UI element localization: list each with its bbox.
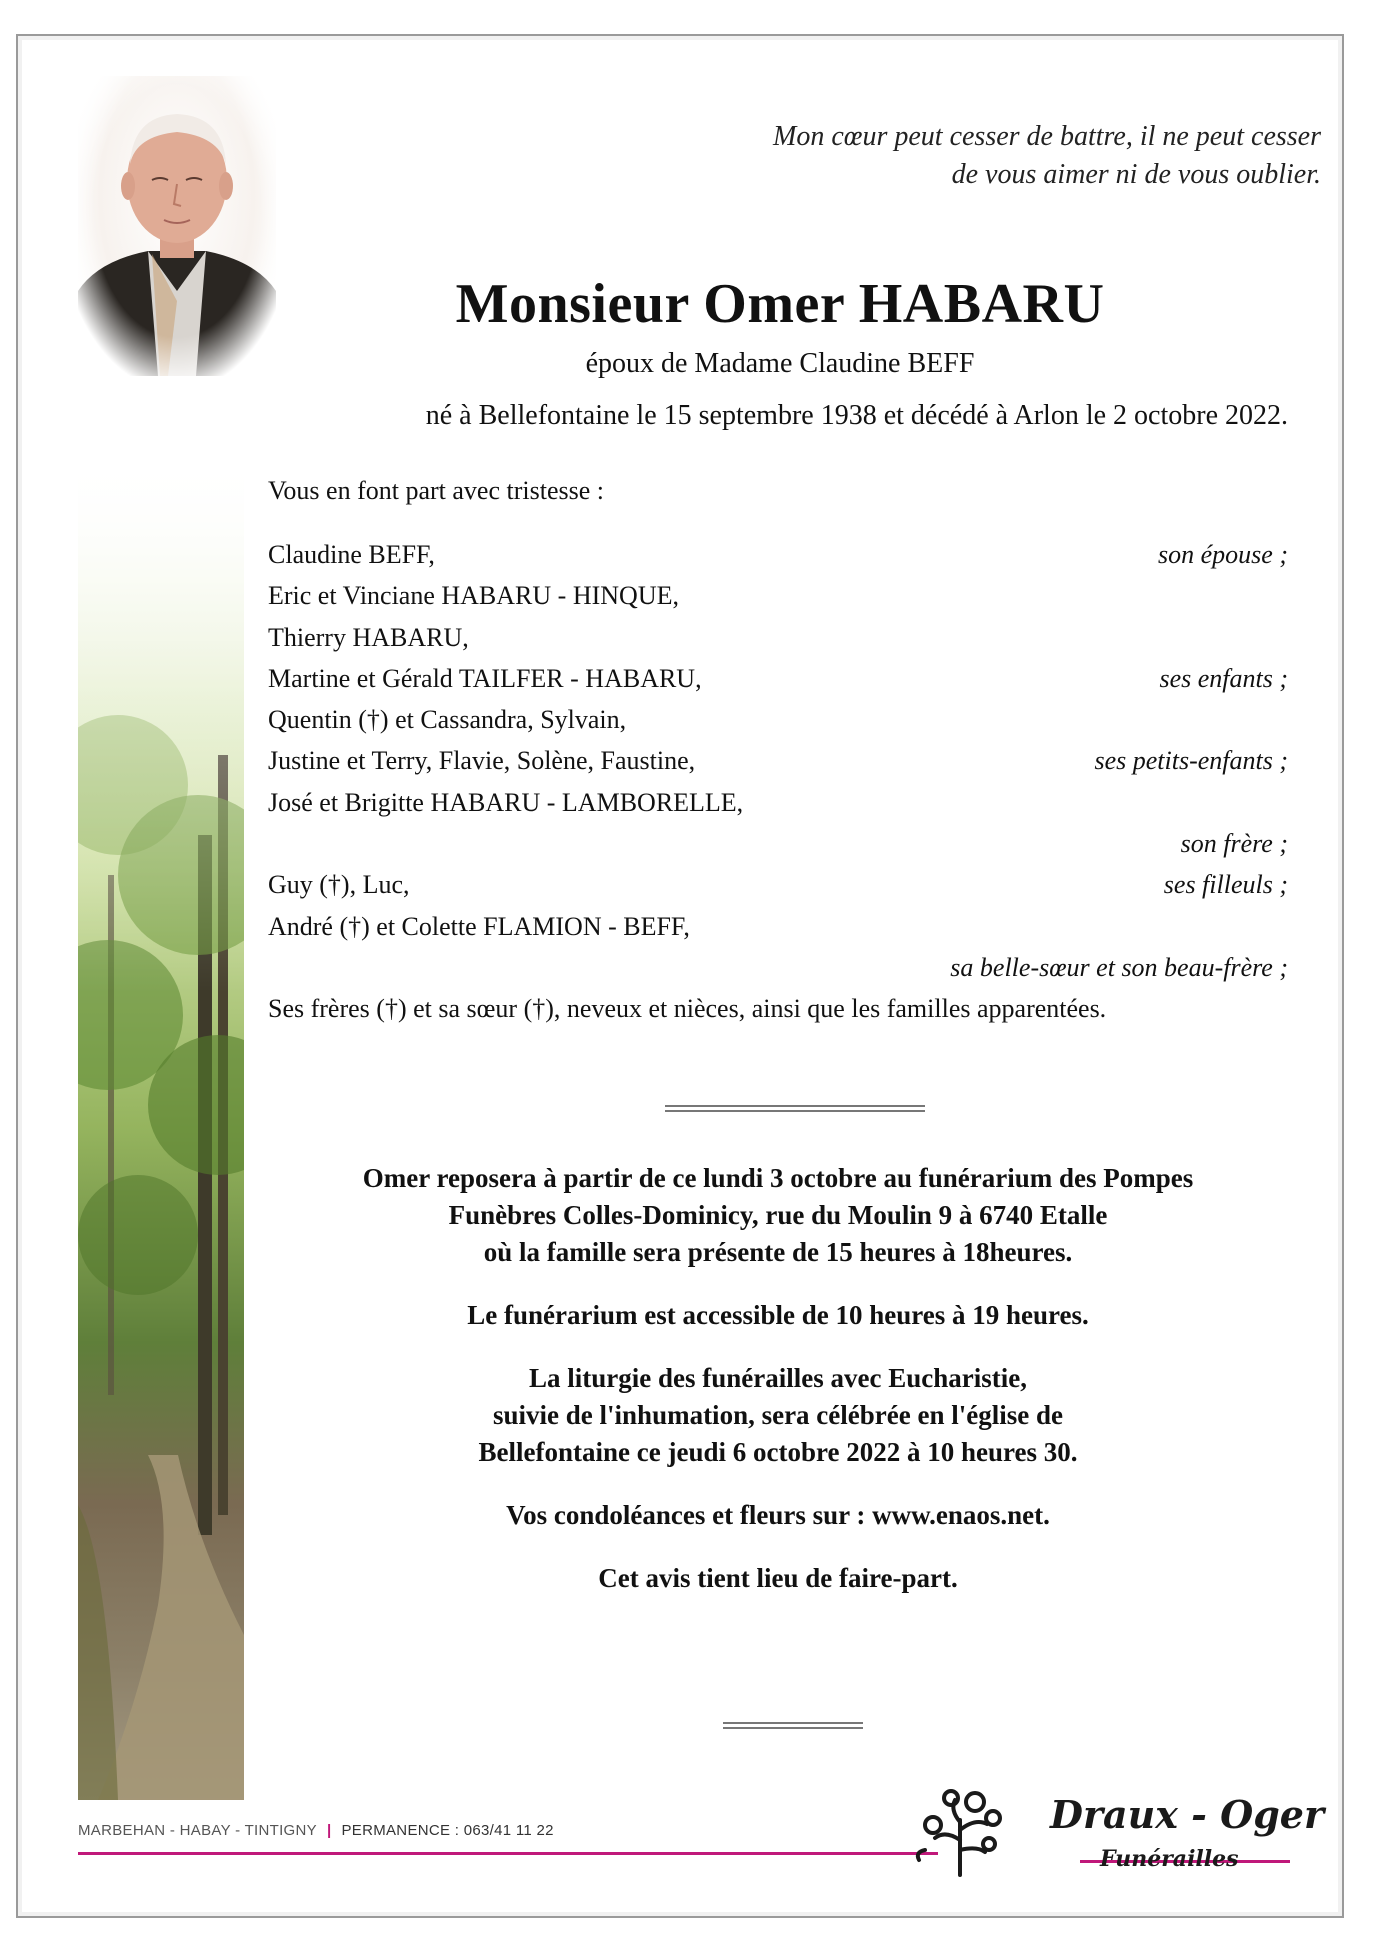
divider	[723, 1722, 863, 1729]
family-relation: son frère ;	[1180, 829, 1288, 859]
announcement-line: Omer reposera à partir de ce lundi 3 octobre au funérarium des Pompes	[362, 1163, 1194, 1193]
family-names: Thierry HABARU,	[268, 622, 469, 652]
notice-statement	[268, 1560, 1288, 1597]
spouse-line: époux de Madame Claudine BEFF	[585, 348, 975, 379]
announcement-line: Funèbres Colles-Dominicy, rue du Moulin 9 à 6740 Etalle	[448, 1200, 1108, 1230]
footer-contact	[78, 1822, 554, 1839]
family-row	[268, 740, 1288, 781]
divider	[665, 1105, 925, 1112]
announcements	[268, 1160, 1288, 1623]
deceased-name: Monsieur Omer HABARU	[455, 273, 1105, 335]
wake-announcement	[268, 1160, 1288, 1271]
memorial-quote	[561, 118, 1321, 194]
announcement-line: Bellefontaine ce jeudi 6 octobre 2022 à 10 heures 30.	[478, 1437, 1078, 1467]
announcement-line: où la famille sera présente de 15 heures à 18heures.	[483, 1237, 1073, 1267]
liturgy-announcement	[268, 1360, 1288, 1471]
family-row	[268, 947, 1288, 988]
logo-subtitle: Funérailles	[1100, 1846, 1239, 1872]
birth-death-dates: né à Bellefontaine le 15 septembre 1938 et décédé à Arlon le 2 octobre 2022.	[425, 400, 1288, 431]
family-row	[268, 823, 1288, 864]
family-names: Ses frères (†) et sa sœur (†), neveux et nièces, ainsi que les familles apparentées.	[268, 994, 1107, 1024]
forest-path-image	[78, 455, 244, 1800]
family-relation: son épouse ;	[1158, 540, 1288, 569]
announcement-line: Vos condoléances et fleurs sur : www.enaos.net.	[506, 1500, 1050, 1530]
family-row	[268, 906, 1288, 947]
family-names: Claudine BEFF,	[268, 540, 435, 569]
announcement-line: Cet avis tient lieu de faire-part.	[598, 1563, 958, 1593]
family-names: Martine et Gérald TAILFER - HABARU,	[268, 663, 702, 693]
quote-line: Mon cœur peut cesser de battre, il ne peut cesser	[773, 121, 1321, 152]
family-row	[268, 534, 1288, 575]
family-row	[268, 617, 1288, 658]
footer-permanence: PERMANENCE : 063/41 11 22	[341, 1822, 554, 1839]
announcement-line: La liturgie des funérailles avec Eucharistie,	[529, 1363, 1027, 1393]
announcement-line: suivie de l'inhumation, sera célébrée en l'église de	[493, 1400, 1063, 1430]
footer-locations: MARBEHAN - HABAY - TINTIGNY	[78, 1822, 317, 1839]
family-names: André (†) et Colette FLAMION - BEFF,	[268, 911, 690, 941]
family-names: Quentin (†) et Cassandra, Sylvain,	[268, 705, 627, 735]
family-relation: ses filleuls ;	[1163, 870, 1288, 900]
family-list	[268, 534, 1288, 1030]
portrait-photo	[78, 76, 276, 376]
condolences-line	[268, 1497, 1288, 1534]
family-row	[268, 782, 1288, 823]
logo-name: Draux - Oger	[1050, 1792, 1324, 1837]
family-relation: ses enfants ;	[1159, 663, 1288, 693]
family-row	[268, 864, 1288, 905]
family-row	[268, 658, 1288, 699]
family-names: Justine et Terry, Flavie, Solène, Faustine,	[268, 746, 696, 776]
family-row	[268, 988, 1288, 1029]
family-names: Eric et Vinciane HABARU - HINQUE,	[268, 581, 679, 611]
family-row	[268, 575, 1288, 616]
family-names: Guy (†), Luc,	[268, 870, 410, 900]
footer-separator: |	[326, 1822, 332, 1839]
quote-line: de vous aimer ni de vous oublier.	[951, 159, 1321, 190]
family-names: José et Brigitte HABARU - LAMBORELLE,	[268, 787, 744, 817]
family-relation: sa belle-sœur et son beau-frère ;	[950, 952, 1288, 982]
footer-accent-line	[78, 1852, 938, 1855]
family-row	[268, 699, 1288, 740]
funerarium-hours	[268, 1297, 1288, 1334]
family-relation: ses petits-enfants ;	[1094, 746, 1288, 776]
intro-text: Vous en font part avec tristesse :	[268, 476, 604, 505]
announcement-line: Le funérarium est accessible de 10 heures à 19 heures.	[467, 1300, 1089, 1330]
